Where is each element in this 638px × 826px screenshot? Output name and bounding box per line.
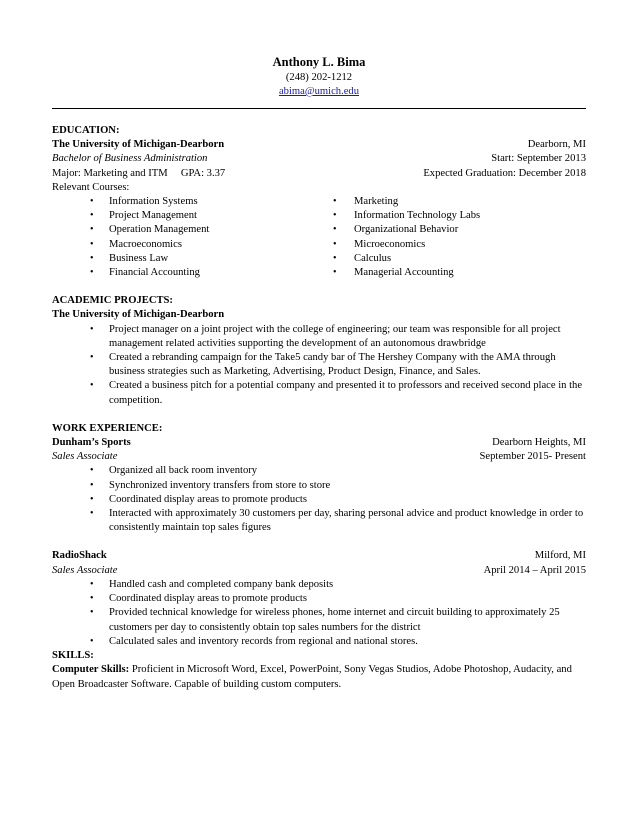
education-degree: Bachelor of Business Administration: [52, 153, 208, 165]
education-major-gpa: Major: Marketing and ITM GPA: 3.37: [52, 167, 226, 179]
work-heading: WORK EXPERIENCE:: [52, 422, 163, 434]
education-school: The University of Michigan-Dearborn: [52, 139, 225, 151]
skills-text: Proficient in Microsoft Word, Excel, PowerPoint, Sony Vegas Studios, Adobe Photoshop, Audacity, and Open Broadcaster Software. Capable of building custom computers.: [52, 664, 572, 690]
list-item: • Organizational Behavior: [319, 223, 586, 237]
education-start: Start: September 2013: [491, 153, 586, 165]
job-company-row: [52, 549, 586, 563]
job-location: Milford, MI: [534, 550, 586, 562]
list-item: • Project Management: [52, 209, 319, 223]
courses-right-column: [319, 195, 586, 280]
job-company: RadioShack: [52, 550, 107, 562]
courses-list: [52, 195, 586, 280]
skills-label: Computer Skills:: [52, 664, 130, 676]
phone-number: (248) 202-1212: [285, 72, 353, 83]
job-location: Dearborn Heights, MI: [492, 437, 586, 449]
job-dates: September 2015- Present: [479, 451, 586, 463]
job-role-row: [52, 564, 586, 578]
list-item: • Business Law: [52, 252, 319, 266]
projects-heading: ACADEMIC PROJECTS:: [52, 295, 173, 307]
list-item: • Operation Management: [52, 223, 319, 237]
resume-body: [52, 124, 586, 692]
education-location: Dearborn, MI: [527, 139, 586, 151]
job-dates: April 2014 – April 2015: [483, 564, 586, 576]
list-item: • Interacted with approximately 30 customers per day, sharing personal advice and product knowledge in order to consistently maintain top sales figures: [52, 507, 586, 535]
list-item: • Provided technical knowledge for wireless phones, home internet and circuit building to approximately 25 customers per day to consistently obtain top sales numbers for the district: [52, 606, 586, 634]
spacer: [52, 535, 586, 549]
candidate-name: Anthony L. Bima: [272, 55, 366, 69]
resume-header: [52, 54, 586, 99]
projects-school: The University of Michigan-Dearborn: [52, 309, 225, 321]
education-heading: EDUCATION:: [52, 125, 120, 136]
list-item: • Created a rebranding campaign for the Take5 candy bar of The Hershey Company with the AMA through business strategies such as Marketing, Advertising, Product Design, Finance, and Sales.: [52, 351, 586, 379]
courses-label: Relevant Courses:: [52, 181, 130, 193]
list-item: • Handled cash and completed company bank deposits: [52, 578, 586, 592]
list-item: • Synchronized inventory transfers from store to store: [52, 479, 586, 493]
list-item: • Microeconomics: [319, 238, 586, 252]
skills-paragraph: [52, 663, 586, 692]
education-degree-row: [52, 152, 586, 166]
courses-left-column: [52, 195, 319, 280]
job-company: Dunham’s Sports: [52, 437, 131, 449]
education-graduation: Expected Graduation: December 2018: [423, 167, 586, 179]
education-school-row: [52, 138, 586, 152]
list-item: • Created a business pitch for a potential company and presented it to professors and received second place in the competition.: [52, 379, 586, 407]
projects-list: [52, 323, 586, 408]
job-role: Sales Associate: [52, 564, 118, 576]
job-role-row: [52, 450, 586, 464]
job-company-row: [52, 436, 586, 450]
email-link[interactable]: abima@umich.edu: [278, 86, 360, 97]
education-major-row: [52, 167, 586, 181]
header-divider: [52, 108, 586, 109]
list-item: • Information Systems: [52, 195, 319, 209]
job-role: Sales Associate: [52, 451, 118, 463]
spacer: [52, 408, 586, 422]
list-item: • Coordinated display areas to promote products: [52, 592, 586, 606]
skills-heading: SKILLS:: [52, 649, 94, 661]
list-item: • Organized all back room inventory: [52, 464, 586, 478]
list-item: • Project manager on a joint project with the college of engineering; our team was responsible for all project management related activities supporting the development of an autonomous drawbridge: [52, 323, 586, 351]
list-item: • Managerial Accounting: [319, 266, 586, 280]
job-duties-list: [52, 578, 586, 649]
list-item: • Information Technology Labs: [319, 209, 586, 223]
list-item: • Calculus: [319, 252, 586, 266]
list-item: • Marketing: [319, 195, 586, 209]
job-duties-list: [52, 464, 586, 535]
list-item: • Macroeconomics: [52, 238, 319, 252]
list-item: • Calculated sales and inventory records from regional and national stores.: [52, 635, 586, 649]
list-item: • Coordinated display areas to promote products: [52, 493, 586, 507]
list-item: • Financial Accounting: [52, 266, 319, 280]
spacer: [52, 280, 586, 294]
